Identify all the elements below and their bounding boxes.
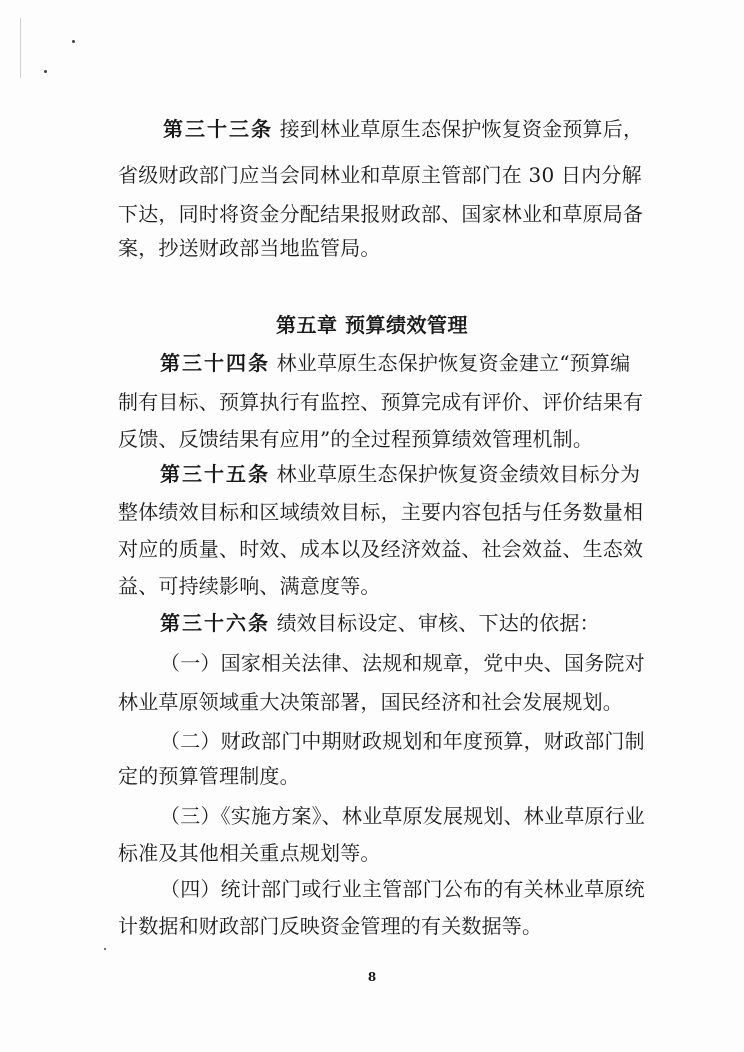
scan-speck (104, 948, 106, 950)
item-1-line-2: 林业草原领域重大决策部署，国民经济和社会发展规划。 (118, 690, 623, 714)
article-33-label: 第三十三条 (163, 117, 273, 141)
scan-speck (72, 40, 75, 43)
article-34-line-2: 制有目标、预算执行有监控、预算完成有评价、评价结果有 (118, 390, 644, 414)
article-35-line-4: 益、可持续影响、满意度等。 (118, 574, 381, 598)
scan-speck (44, 70, 47, 73)
article-35-line-3: 对应的质量、时效、成本以及经济效益、社会效益、生态效 (118, 537, 644, 561)
item-4-line-1: （四）统计部门或行业主管部门公布的有关林业草原统 (160, 877, 645, 901)
item-4-line-2: 计数据和财政部门反映资金管理的有关数据等。 (118, 914, 543, 938)
article-35-label: 第三十五条 (160, 462, 270, 486)
article-33-line-1: 第三十三条 接到林业草原生态保护恢复资金预算后， (163, 117, 644, 141)
item-3-line-2: 标准及其他相关重点规划等。 (118, 841, 381, 865)
article-36-label: 第三十六条 (160, 611, 270, 635)
chapter-heading: 第五章 预算绩效管理 (276, 313, 468, 337)
item-2-line-1: （二）财政部门中期财政规划和年度预算，财政部门制 (160, 729, 645, 753)
article-36-line-1: 第三十六条 绩效目标设定、审核、下达的依据： (160, 611, 600, 635)
article-34-label: 第三十四条 (160, 351, 270, 375)
article-33-line-3: 下达，同时将资金分配结果报财政部、国家林业和草原局备 (118, 202, 644, 226)
page-number: 8 (367, 970, 377, 984)
article-35-line-2: 整体绩效目标和区域绩效目标，主要内容包括与任务数量相 (118, 500, 644, 524)
item-1-line-1: （一）国家相关法律、法规和规章，党中央、国务院对 (160, 651, 645, 675)
scan-edge-mark (20, 18, 21, 78)
item-2-line-2: 定的预算管理制度。 (118, 764, 300, 788)
article-33-line-2: 省级财政部门应当会同林业和草原主管部门在 30 日内分解 (118, 163, 642, 187)
article-35-line-1: 第三十五条 林业草原生态保护恢复资金绩效目标分为 (160, 462, 641, 486)
item-3-line-1: （三）《实施方案》、林业草原发展规划、林业草原行业 (160, 804, 645, 828)
article-34-line-1: 第三十四条 林业草原生态保护恢复资金建立“预算编 (160, 351, 631, 375)
article-33-line-4: 案，抄送财政部当地监管局。 (118, 236, 381, 260)
article-34-line-3: 反馈、反馈结果有应用”的全过程预算绩效管理机制。 (118, 427, 594, 451)
